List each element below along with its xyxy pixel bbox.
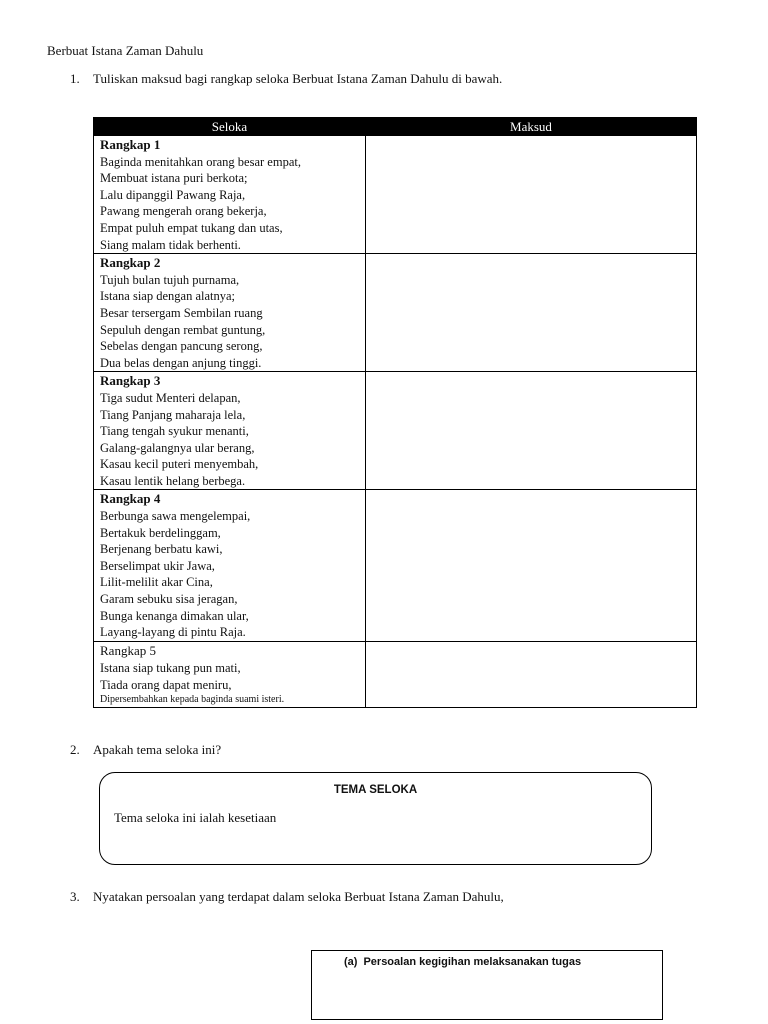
question-3-number: 3. bbox=[70, 889, 80, 904]
maksud-cell-rangkap-4[interactable] bbox=[366, 490, 697, 642]
stanza-line: Baginda menitahkan orang besar empat, bbox=[100, 154, 301, 169]
stanza-line: Layang-layang di pintu Raja. bbox=[100, 625, 246, 640]
maksud-cell-rangkap-1[interactable] bbox=[366, 136, 697, 254]
column-header-seloka: Seloka bbox=[94, 118, 366, 136]
maksud-cell-rangkap-3[interactable] bbox=[366, 372, 697, 490]
stanza-line: Kasau lentik helang berbega. bbox=[100, 473, 246, 488]
question-1-number: 1. bbox=[70, 71, 80, 86]
document-title: Berbuat Istana Zaman Dahulu bbox=[47, 43, 204, 58]
seloka-cell-rangkap-2 bbox=[94, 254, 366, 372]
stanza-line: Berbunga sawa mengelempai, bbox=[100, 509, 251, 524]
tema-answer-box bbox=[99, 772, 652, 865]
stanza-line: Membuat istana puri berkota; bbox=[100, 171, 248, 186]
tema-answer-text[interactable]: Tema seloka ini ialah kesetiaan bbox=[114, 810, 277, 825]
stanza-line: Sebelas dengan pancung serong, bbox=[100, 339, 263, 354]
stanza-line: Lilit-melilit akar Cina, bbox=[100, 575, 213, 590]
question-2 bbox=[70, 742, 670, 760]
stanza-line: Dipersembahkan kepada baginda suami isteri. bbox=[100, 694, 285, 706]
persoalan-label: (a) bbox=[344, 956, 358, 968]
stanza-line: Istana siap dengan alatnya; bbox=[100, 289, 236, 304]
stanza-line: Empat puluh empat tukang dan utas, bbox=[100, 220, 283, 235]
column-header-maksud: Maksud bbox=[366, 118, 697, 136]
stanza-line: Bertakuk berdelinggam, bbox=[100, 525, 221, 540]
table-row bbox=[94, 372, 697, 490]
question-3 bbox=[70, 889, 710, 907]
maksud-cell-rangkap-2[interactable] bbox=[366, 254, 697, 372]
stanza-line: Tiang Panjang maharaja lela, bbox=[100, 407, 246, 422]
question-2-number: 2. bbox=[70, 742, 80, 757]
stanza-line: Sepuluh dengan rembat guntung, bbox=[100, 322, 266, 337]
table-row bbox=[94, 642, 697, 708]
stanza-heading: Rangkap 1 bbox=[100, 137, 161, 152]
question-1 bbox=[70, 71, 670, 89]
persoalan-answer-box[interactable] bbox=[311, 950, 663, 1020]
stanza-line: Pawang mengerah orang bekerja, bbox=[100, 204, 267, 219]
tema-box-heading: TEMA SELOKA bbox=[333, 784, 418, 796]
seloka-cell-rangkap-4 bbox=[94, 490, 366, 642]
question-1-text: Tuliskan maksud bagi rangkap seloka Berbuat Istana Zaman Dahulu di bawah. bbox=[93, 71, 503, 86]
stanza-line: Tiga sudut Menteri delapan, bbox=[100, 390, 241, 405]
persoalan-heading bbox=[344, 956, 581, 968]
stanza-line: Tujuh bulan tujuh purnama, bbox=[100, 272, 240, 287]
stanza-line: Dua belas dengan anjung tinggi. bbox=[100, 355, 262, 370]
stanza-heading: Rangkap 5 bbox=[100, 643, 156, 659]
stanza-line: Lalu dipanggil Pawang Raja, bbox=[100, 187, 246, 202]
seloka-table bbox=[93, 117, 697, 708]
question-2-text: Apakah tema seloka ini? bbox=[93, 742, 222, 757]
table-row bbox=[94, 254, 697, 372]
seloka-cell-rangkap-1 bbox=[94, 136, 366, 254]
stanza-line: Garam sebuku sisa jeragan, bbox=[100, 592, 238, 607]
seloka-cell-rangkap-3 bbox=[94, 372, 366, 490]
stanza-heading: Rangkap 2 bbox=[100, 255, 161, 271]
stanza-line: Bunga kenanga dimakan ular, bbox=[100, 608, 249, 623]
stanza-line: Siang malam tidak berhenti. bbox=[100, 237, 241, 252]
question-3-text: Nyatakan persoalan yang terdapat dalam seloka Berbuat Istana Zaman Dahulu, bbox=[93, 889, 504, 904]
table-header-row bbox=[94, 118, 697, 136]
stanza-heading: Rangkap 3 bbox=[100, 373, 161, 389]
stanza-line: Galang-galangnya ular berang, bbox=[100, 440, 255, 455]
stanza-line: Istana siap tukang pun mati, bbox=[100, 661, 241, 676]
maksud-cell-rangkap-5[interactable] bbox=[366, 642, 697, 708]
stanza-line: Tiang tengah syukur menanti, bbox=[100, 424, 249, 439]
stanza-line: Besar tersergam Sembilan ruang bbox=[100, 305, 263, 320]
stanza-line: Berselimpat ukir Jawa, bbox=[100, 558, 215, 573]
stanza-line: Tiada orang dapat meniru, bbox=[100, 677, 232, 692]
stanza-line: Berjenang berbatu kawi, bbox=[100, 542, 223, 557]
stanza-line: Kasau kecil puteri menyembah, bbox=[100, 457, 259, 472]
stanza-heading: Rangkap 4 bbox=[100, 491, 161, 507]
table-row bbox=[94, 490, 697, 642]
persoalan-heading-text: Persoalan kegigihan melaksanakan tugas bbox=[363, 956, 582, 968]
table-row bbox=[94, 136, 697, 254]
seloka-cell-rangkap-5 bbox=[94, 642, 366, 708]
